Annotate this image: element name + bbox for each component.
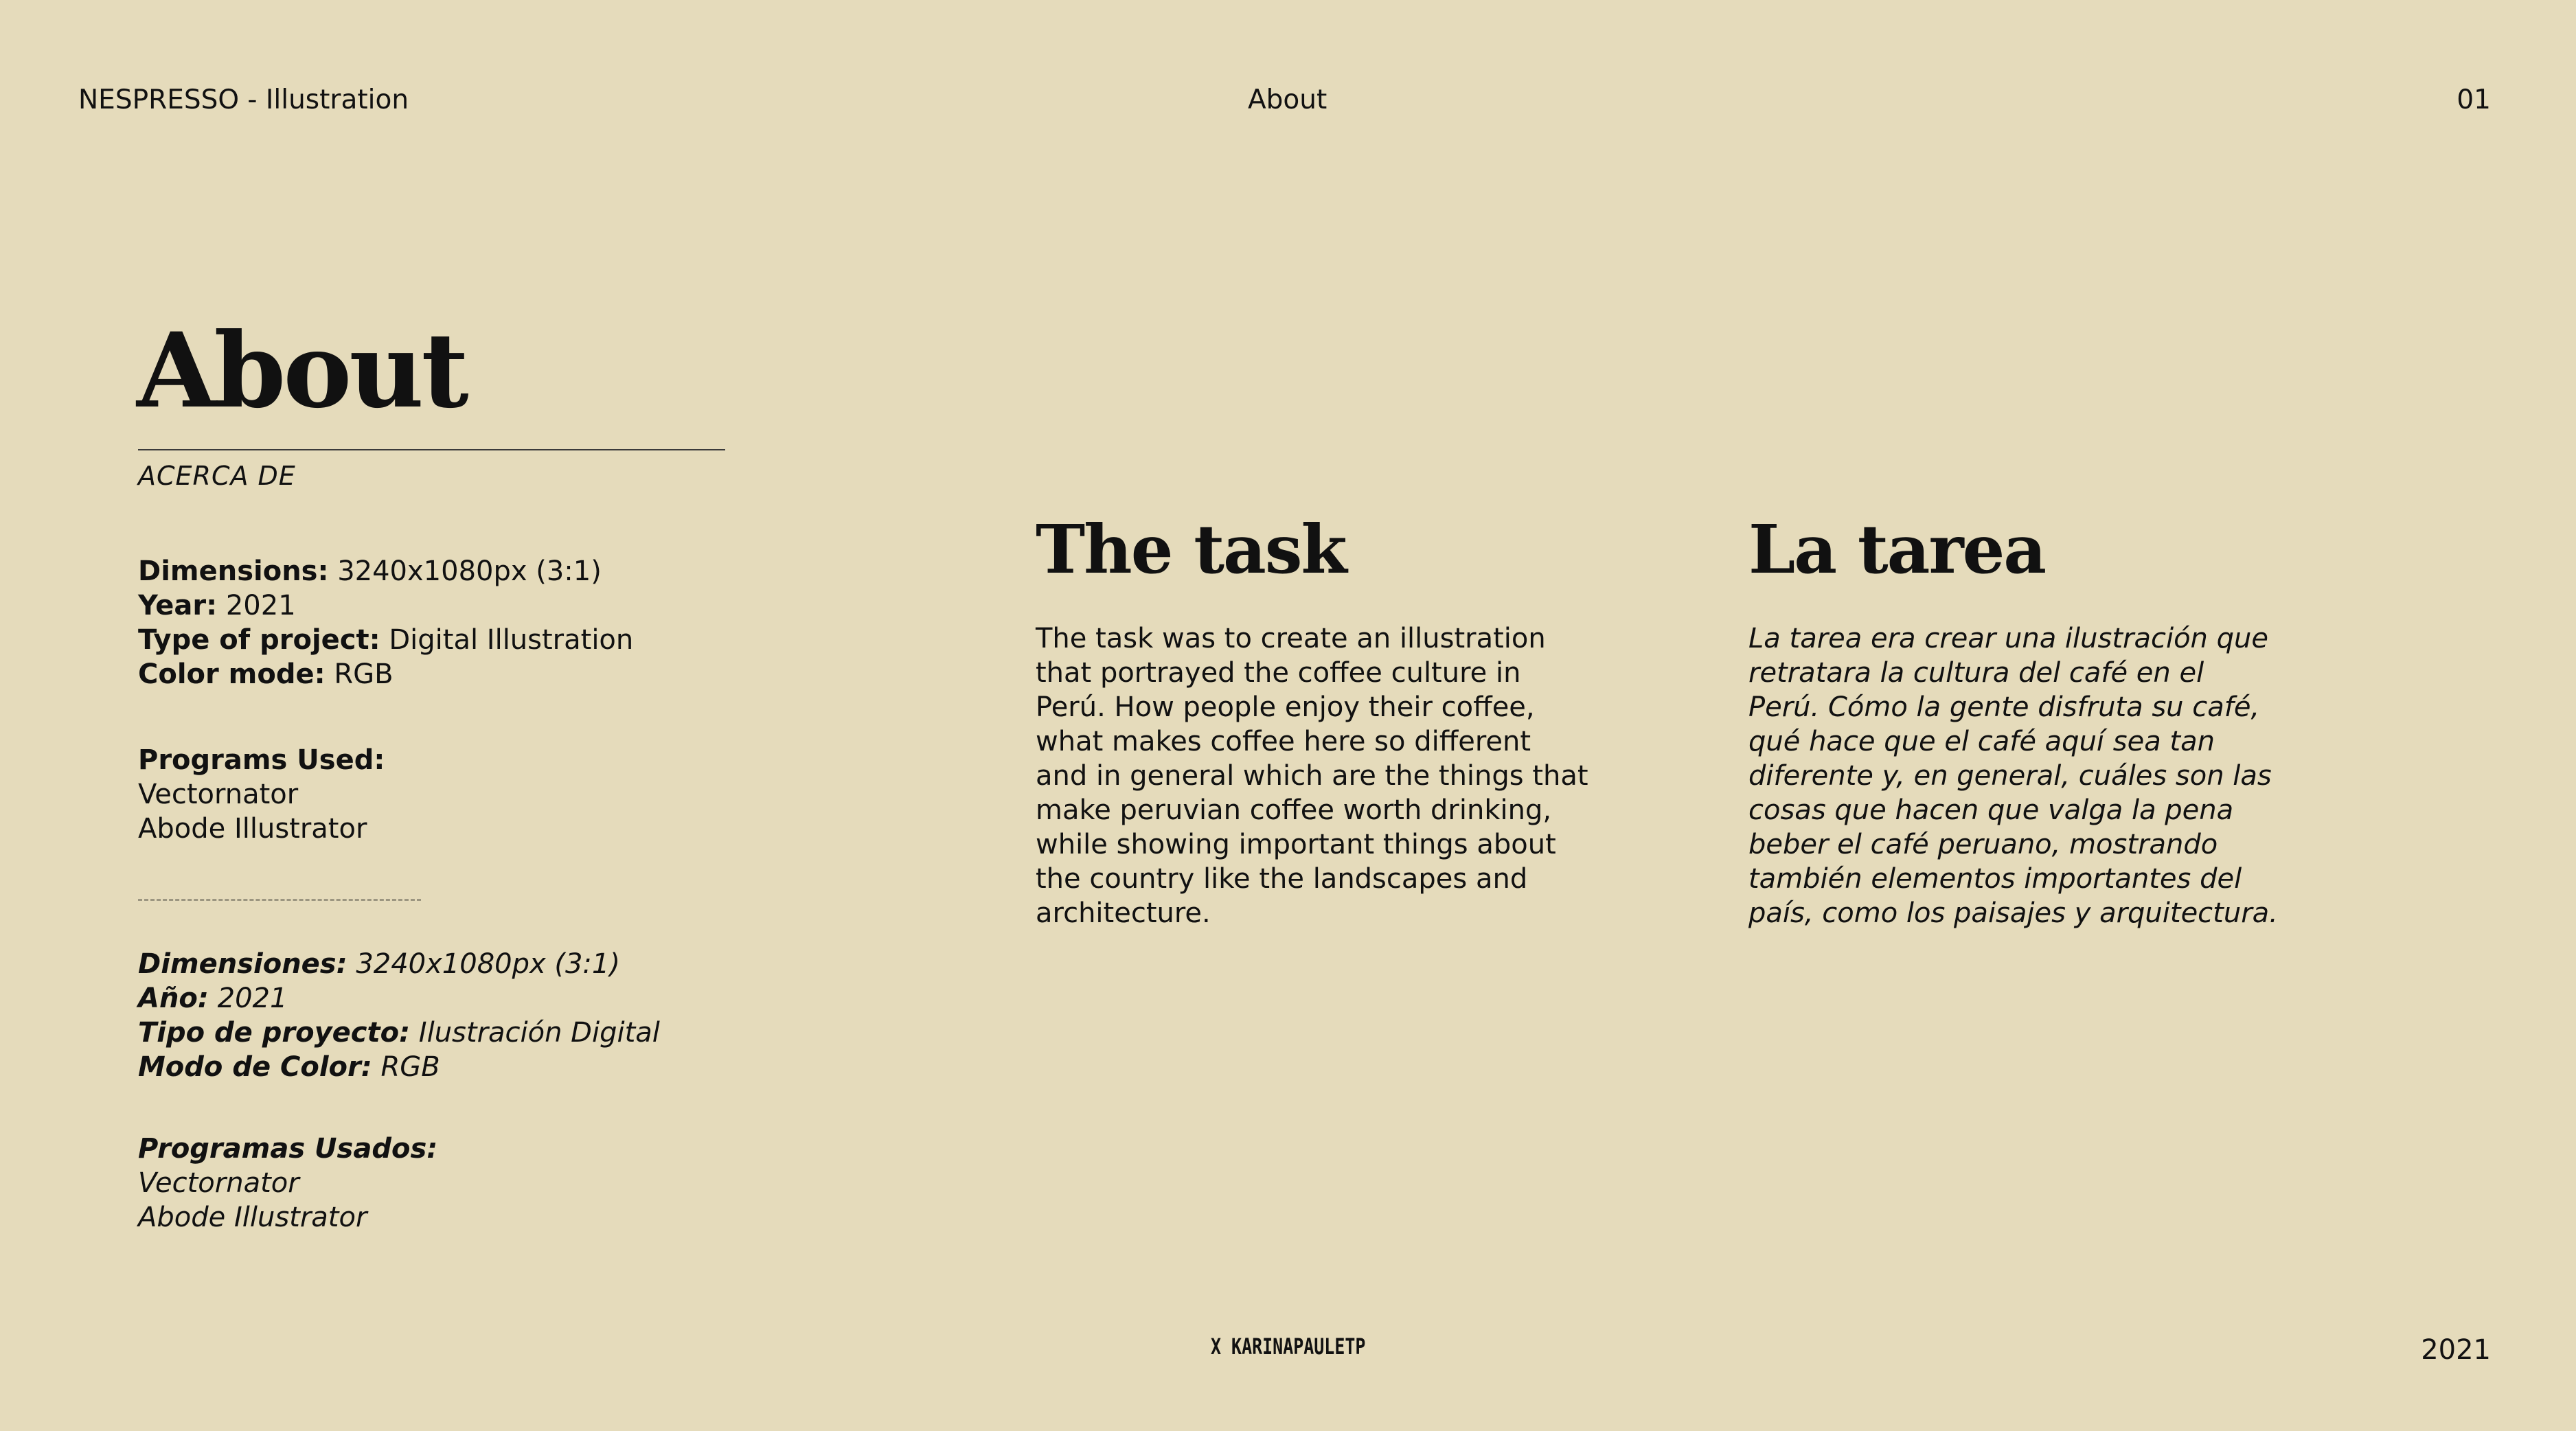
task-line: make peruvian coffee worth drinking, <box>1036 794 1552 826</box>
spec-value: 2021 <box>217 590 296 621</box>
spec-value: RGB <box>325 659 394 690</box>
spec-value: 2021 <box>208 983 288 1014</box>
program-item: Vectornator <box>138 779 299 810</box>
tarea-line: beber el café peruano, mostrando <box>1748 829 2218 860</box>
dashed-divider <box>138 899 421 901</box>
spec-row-year <box>138 588 633 623</box>
spec-row-tipo <box>138 1016 660 1050</box>
header-section-title: About <box>1248 84 1327 115</box>
tarea-description <box>1748 621 2298 930</box>
spec-label: Modo de Color: <box>138 1051 372 1083</box>
spec-row-modo-color <box>138 1050 660 1084</box>
programs-used-es <box>138 1132 437 1235</box>
about-subtitle: ACERCA DE <box>138 461 296 491</box>
spec-value: Digital Illustration <box>380 624 634 656</box>
project-specs-en <box>138 554 633 691</box>
tarea-line: La tarea era crear una ilustración que <box>1748 623 2268 654</box>
tarea-line: país, como los paisajes y arquitectura. <box>1748 897 2278 929</box>
spec-value: RGB <box>372 1051 440 1083</box>
programs-used-en <box>138 743 385 846</box>
program-item: Abode Illustrator <box>138 1202 367 1233</box>
spec-row-color-mode <box>138 657 633 691</box>
spec-row-ano <box>138 981 660 1016</box>
header-project-title: NESPRESSO - Illustration <box>78 84 409 115</box>
tarea-line: retratara la cultura del café en el <box>1748 657 2204 689</box>
spec-label: Year: <box>138 590 218 621</box>
footer-year: 2021 <box>2421 1334 2491 1366</box>
spec-value: 3240x1080px (3:1) <box>347 948 620 980</box>
tarea-line: diferente y, en general, cuáles son las <box>1748 760 2272 792</box>
spec-value: 3240x1080px (3:1) <box>328 556 602 587</box>
program-item: Abode Illustrator <box>138 813 367 845</box>
task-line: that portrayed the coffee culture in <box>1036 657 1521 689</box>
spec-label: Type of project: <box>138 624 380 656</box>
tarea-line: también elementos importantes del <box>1748 863 2242 895</box>
task-line: The task was to create an illustration <box>1036 623 1546 654</box>
task-line: architecture. <box>1036 897 1211 929</box>
tarea-heading: La tarea <box>1748 510 2046 588</box>
project-specs-es <box>138 947 660 1084</box>
task-line: and in general which are the things that <box>1036 760 1588 792</box>
page-number: 01 <box>2457 84 2491 115</box>
spec-row-dimensions <box>138 554 633 588</box>
spec-value: Ilustración Digital <box>410 1017 660 1049</box>
author-signature: X KARINAPAULETP <box>1211 1333 1366 1360</box>
spec-label: Año: <box>138 983 209 1014</box>
spec-label: Color mode: <box>138 659 326 690</box>
task-line: while showing important things about <box>1036 829 1556 860</box>
about-divider <box>138 449 725 450</box>
spec-label: Dimensions: <box>138 556 329 587</box>
spec-row-dimensiones <box>138 947 660 981</box>
spec-label: Tipo de proyecto: <box>138 1017 411 1049</box>
task-heading: The task <box>1036 510 1346 588</box>
task-line: the country like the landscapes and <box>1036 863 1528 895</box>
programs-label: Programs Used: <box>138 744 385 776</box>
about-heading: About <box>137 310 466 431</box>
spec-row-type <box>138 623 633 657</box>
task-line: Perú. How people enjoy their coffee, <box>1036 691 1535 723</box>
tarea-line: Perú. Cómo la gente disfruta su café, <box>1748 691 2260 723</box>
spec-label: Dimensiones: <box>138 948 347 980</box>
program-item: Vectornator <box>138 1167 299 1199</box>
task-line: what makes coffee here so different <box>1036 726 1531 757</box>
tarea-line: cosas que hacen que valga la pena <box>1748 794 2234 826</box>
tarea-line: qué hace que el café aquí sea tan <box>1748 726 2215 757</box>
programs-label: Programas Usados: <box>138 1133 438 1165</box>
task-description <box>1036 621 1588 930</box>
